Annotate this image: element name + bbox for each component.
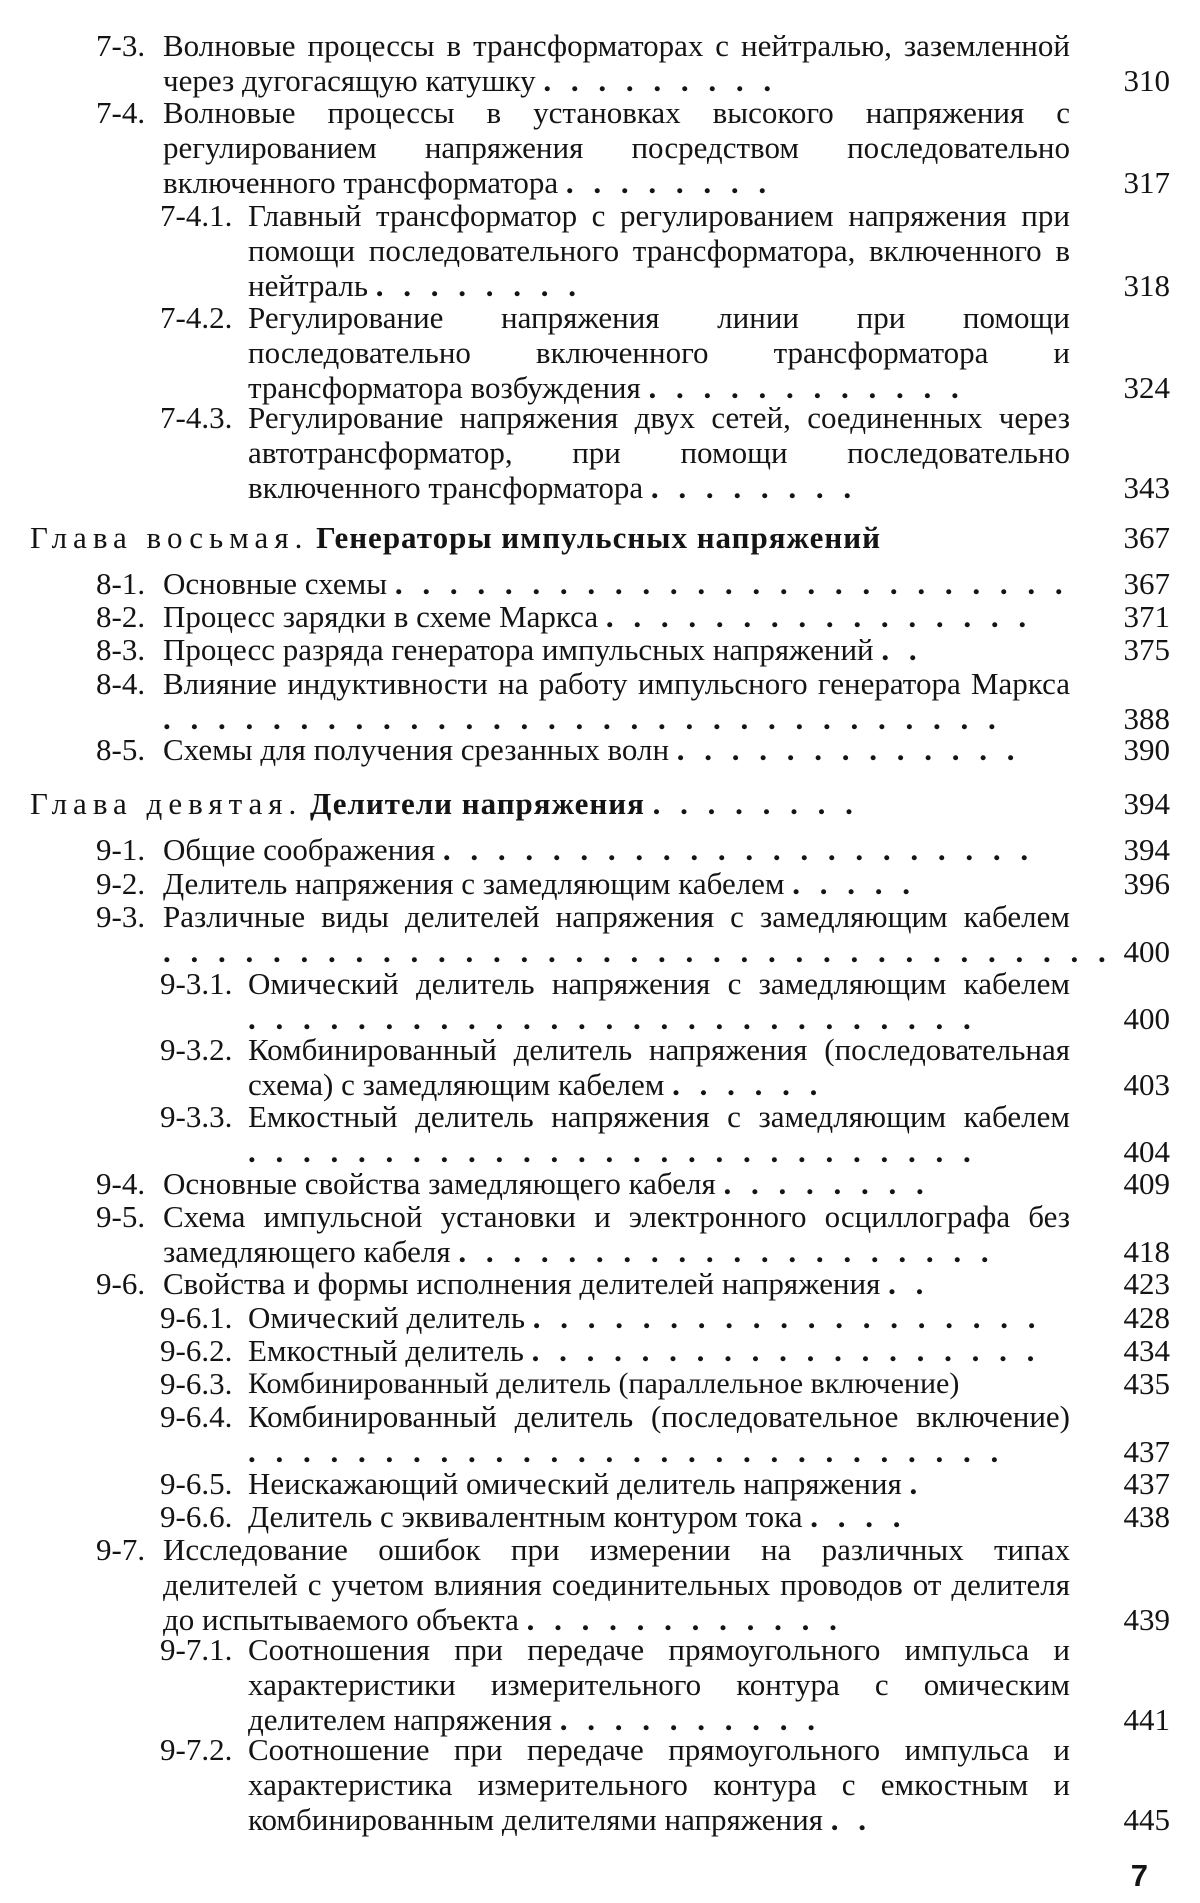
section-title: Комбинированный делитель напряжения (последовательная схема) с замедляющим кабелем . . . . . . (248, 1032, 1070, 1102)
page-number: 403 (1123, 1067, 1170, 1102)
section-number: 9-6.1. (160, 1300, 233, 1335)
dot-leader: . . . . . . . . . . . . . . . . . . . . . . (442, 832, 1035, 867)
page-number: 404 (1123, 1134, 1170, 1169)
page-number: 317 (1123, 165, 1170, 200)
section-title: Волновые процессы в трансформаторах с нейтралью, заземленной через дугогасящую катушку . . . . . . . . . (163, 28, 1070, 98)
page-number: 396 (1123, 866, 1170, 901)
section-title: Схемы для получения срезанных волн . . . . . . . . . . . . . (163, 732, 1021, 767)
section-number: 9-7.2. (160, 1732, 233, 1767)
dot-leader: . . . . . . . . . . . . . . . . (605, 599, 1033, 634)
section-title: Основные свойства замедляющего кабеля . . . . . . . . (163, 1166, 930, 1201)
chapter-title: Делители напряжения (310, 786, 645, 821)
dot-leader: . . . . . . . . . . . . . . . . . . . . (458, 1234, 995, 1269)
section-title: Влияние индуктивности на работу импульсного генератора Маркса . . . . . . . . . . . . . . . . . . . . . . . . . . . . . . . (163, 666, 1070, 736)
dot-leader: . . . . . . . . (375, 268, 583, 303)
section-number: 8-1. (96, 566, 146, 601)
page-number: 438 (1123, 1499, 1170, 1534)
section-title: Регулирование напряжения линии при помощи последовательно включенного трансформатора и трансформатора возбуждения . . . . . . . . . . . . (248, 300, 1070, 405)
dot-leader: . (909, 1466, 924, 1501)
section-number: 9-6.5. (160, 1466, 233, 1501)
section-number: 9-3.3. (160, 1099, 233, 1134)
dot-leader: . . . . . . . . (565, 165, 773, 200)
dot-leader: . . (830, 1802, 872, 1837)
section-title: Омический делитель . . . . . . . . . . . . . . . . . . . (248, 1300, 1042, 1335)
dot-leader: . . . . . . . . (723, 1166, 930, 1201)
page-number: 375 (1123, 632, 1170, 667)
page-number: 371 (1123, 599, 1170, 634)
dot-leader: . . . . . . . . . . . . (526, 1602, 843, 1637)
section-title: Делитель напряжения с замедляющим кабелем . . . . . (163, 866, 917, 901)
section-number: 7-3. (96, 28, 146, 63)
page-number: 400 (1123, 1001, 1170, 1036)
dot-leader: . . . . . . (672, 1067, 824, 1102)
dot-leader: . . . . . . . . . . . . (648, 370, 965, 405)
dot-leader: . . . . . . . . . . . . . . . . . . . (531, 1333, 1041, 1368)
section-title: Комбинированный делитель (последовательное включение) . . . . . . . . . . . . . . . . . . . . . . . . . . . . (248, 1399, 1070, 1469)
page-number: 437 (1123, 1466, 1170, 1501)
dot-leader: . . . . . (792, 866, 917, 901)
section-title: Неискажающий омический делитель напряжения . (248, 1466, 924, 1501)
dot-leader: . . . . . . . . . . . . . . . . . . . . . . . . . . . (248, 1134, 977, 1169)
section-title: Свойства и формы исполнения делителей напряжения . . (163, 1266, 930, 1301)
dot-leader: . . (881, 632, 923, 667)
dot-leader: . . . . . . . . . . . . . . . . . . . (532, 1300, 1042, 1335)
dot-leader: . . . . . . . . . . . . . . . . . . . . . . . . . . . (248, 1001, 977, 1036)
section-number: 9-6.2. (160, 1333, 233, 1368)
page-number: 418 (1123, 1234, 1170, 1269)
dot-leader: . . . . . . . . . . (559, 1702, 821, 1737)
page-number: 409 (1123, 1166, 1170, 1201)
section-title: Соотношение при передаче прямоугольного импульса и характеристика измерительного контура с емкостным и комбинированным делителями напряжения . . (248, 1732, 1070, 1837)
section-title: Регулирование напряжения двух сетей, соединенных через автотрансформатор, при помощи последовательно включенного трансформатора . . . . . . . . (248, 400, 1070, 505)
section-number: 9-5. (96, 1199, 146, 1234)
chapter-title: Генераторы импульсных напряжений (316, 520, 881, 555)
section-number: 7-4.1. (160, 198, 233, 233)
page-number: 318 (1123, 268, 1170, 303)
section-number: 9-1. (96, 832, 146, 867)
dot-leader: . . . . (810, 1499, 907, 1534)
section-number: 9-6.6. (160, 1499, 233, 1534)
section-title: Волновые процессы в установках высокого напряжения с регулированием напряжения посредством последовательно включенного трансформатора . . . . . . . . (163, 95, 1070, 200)
section-number: 9-3.1. (160, 966, 233, 1001)
section-number: 9-3.2. (160, 1032, 233, 1067)
page-number: 445 (1123, 1802, 1170, 1837)
page-number: 400 (1123, 934, 1170, 969)
chapter-label: Глава девятая. (30, 786, 303, 821)
dot-leader: . . . . . . . . . . . . . . . . . . . . . . . . . . . . (248, 1434, 1005, 1469)
section-title: Процесс разряда генератора импульсных напряжений . . (163, 632, 923, 667)
dot-leader: . . . . . . . . . . . . . . . . . . . . . . . . . . . . . . . (163, 701, 1002, 736)
section-number: 8-5. (96, 732, 146, 767)
page-number: 434 (1123, 1333, 1170, 1368)
dot-leader: . . . . . . . . . . . . . . . . . . . . . . . . . (394, 566, 1069, 601)
page-number: 394 (1123, 832, 1170, 867)
section-number: 8-2. (96, 599, 146, 634)
section-number: 7-4.3. (160, 400, 233, 435)
page-number: 390 (1123, 732, 1170, 767)
section-number: 9-7. (96, 1532, 146, 1567)
page-number: 367 (1123, 566, 1170, 601)
page-number: 324 (1123, 370, 1170, 405)
section-number: 9-3. (96, 899, 146, 934)
section-title: Различные виды делителей напряжения с замедляющим кабелем . . . . . . . . . . . . . . . . . . . . . . . . . . . . . . . . . . . (163, 899, 1112, 969)
section-number: 9-6.4. (160, 1399, 233, 1434)
section-title: Комбинированный делитель (параллельное включение) (248, 1367, 960, 1400)
section-number: 7-4.2. (160, 300, 233, 335)
section-title: Основные схемы . . . . . . . . . . . . . . . . . . . . . . . . . (163, 566, 1069, 601)
section-title: Главный трансформатор с регулированием напряжения при помощи последовательного трансформатора, включенного в нейтраль . . . . . . . . (248, 198, 1070, 303)
page-number: 428 (1123, 1300, 1170, 1335)
section-title: Емкостный делитель . . . . . . . . . . . . . . . . . . . (248, 1333, 1041, 1368)
dot-leader: . . (888, 1266, 930, 1301)
page-number: 441 (1123, 1702, 1170, 1737)
page-number: 394 (1123, 786, 1170, 821)
page-number: 437 (1123, 1434, 1170, 1469)
page-folio: 7 (1130, 1858, 1148, 1893)
page-number: 343 (1123, 470, 1170, 505)
section-number: 7-4. (96, 95, 146, 130)
section-number: 8-3. (96, 632, 146, 667)
section-title: Схема импульсной установки и электронного осциллографа без замедляющего кабеля . . . . . . . . . . . . . . . . . . . . (163, 1199, 1070, 1269)
section-number: 9-6.3. (160, 1366, 233, 1401)
dot-leader: . . . . . . . . . . . . . (676, 732, 1021, 767)
dot-leader: . . . . . . . . . . . . . . . . . . . . . . . . . . . . . . . . . . . (163, 934, 1112, 969)
page-number: 435 (1123, 1366, 1170, 1401)
page-number: 310 (1123, 63, 1170, 98)
section-title: Исследование ошибок при измерении на различных типах делителей с учетом влияния соединительных проводов от делителя до испытываемого объекта . . . . . . . . . . . . (163, 1532, 1070, 1637)
section-number: 9-2. (96, 866, 146, 901)
section-title: Делитель с эквивалентным контуром тока . . . . (248, 1499, 907, 1534)
section-number: 9-7.1. (160, 1632, 233, 1667)
section-number: 9-4. (96, 1166, 146, 1201)
page-number: 439 (1123, 1602, 1170, 1637)
page-number: 423 (1123, 1266, 1170, 1301)
dot-leader: . . . . . . . . (652, 786, 859, 821)
section-title: Емкостный делитель напряжения с замедляющим кабелем . . . . . . . . . . . . . . . . . . . . . . . . . . . (248, 1099, 1070, 1169)
section-number: 8-4. (96, 666, 146, 701)
dot-leader: . . . . . . . . . (543, 63, 778, 98)
section-title: Омический делитель напряжения с замедляющим кабелем . . . . . . . . . . . . . . . . . . . . . . . . . . . (248, 966, 1070, 1036)
page-number: 388 (1123, 701, 1170, 736)
section-title: Процесс зарядки в схеме Маркса . . . . . . . . . . . . . . . . (163, 599, 1033, 634)
chapter-label: Глава восьмая. (30, 520, 309, 555)
section-number: 9-6. (96, 1266, 146, 1301)
page-number: 367 (1123, 520, 1170, 555)
dot-leader: . . . . . . . . (650, 470, 858, 505)
section-title: Соотношения при передаче прямоугольного импульса и характеристики измерительного контура с омическим делителем напряжения . . . . . . . . . . (248, 1632, 1070, 1737)
section-title: Общие соображения . . . . . . . . . . . . . . . . . . . . . . (163, 832, 1035, 867)
